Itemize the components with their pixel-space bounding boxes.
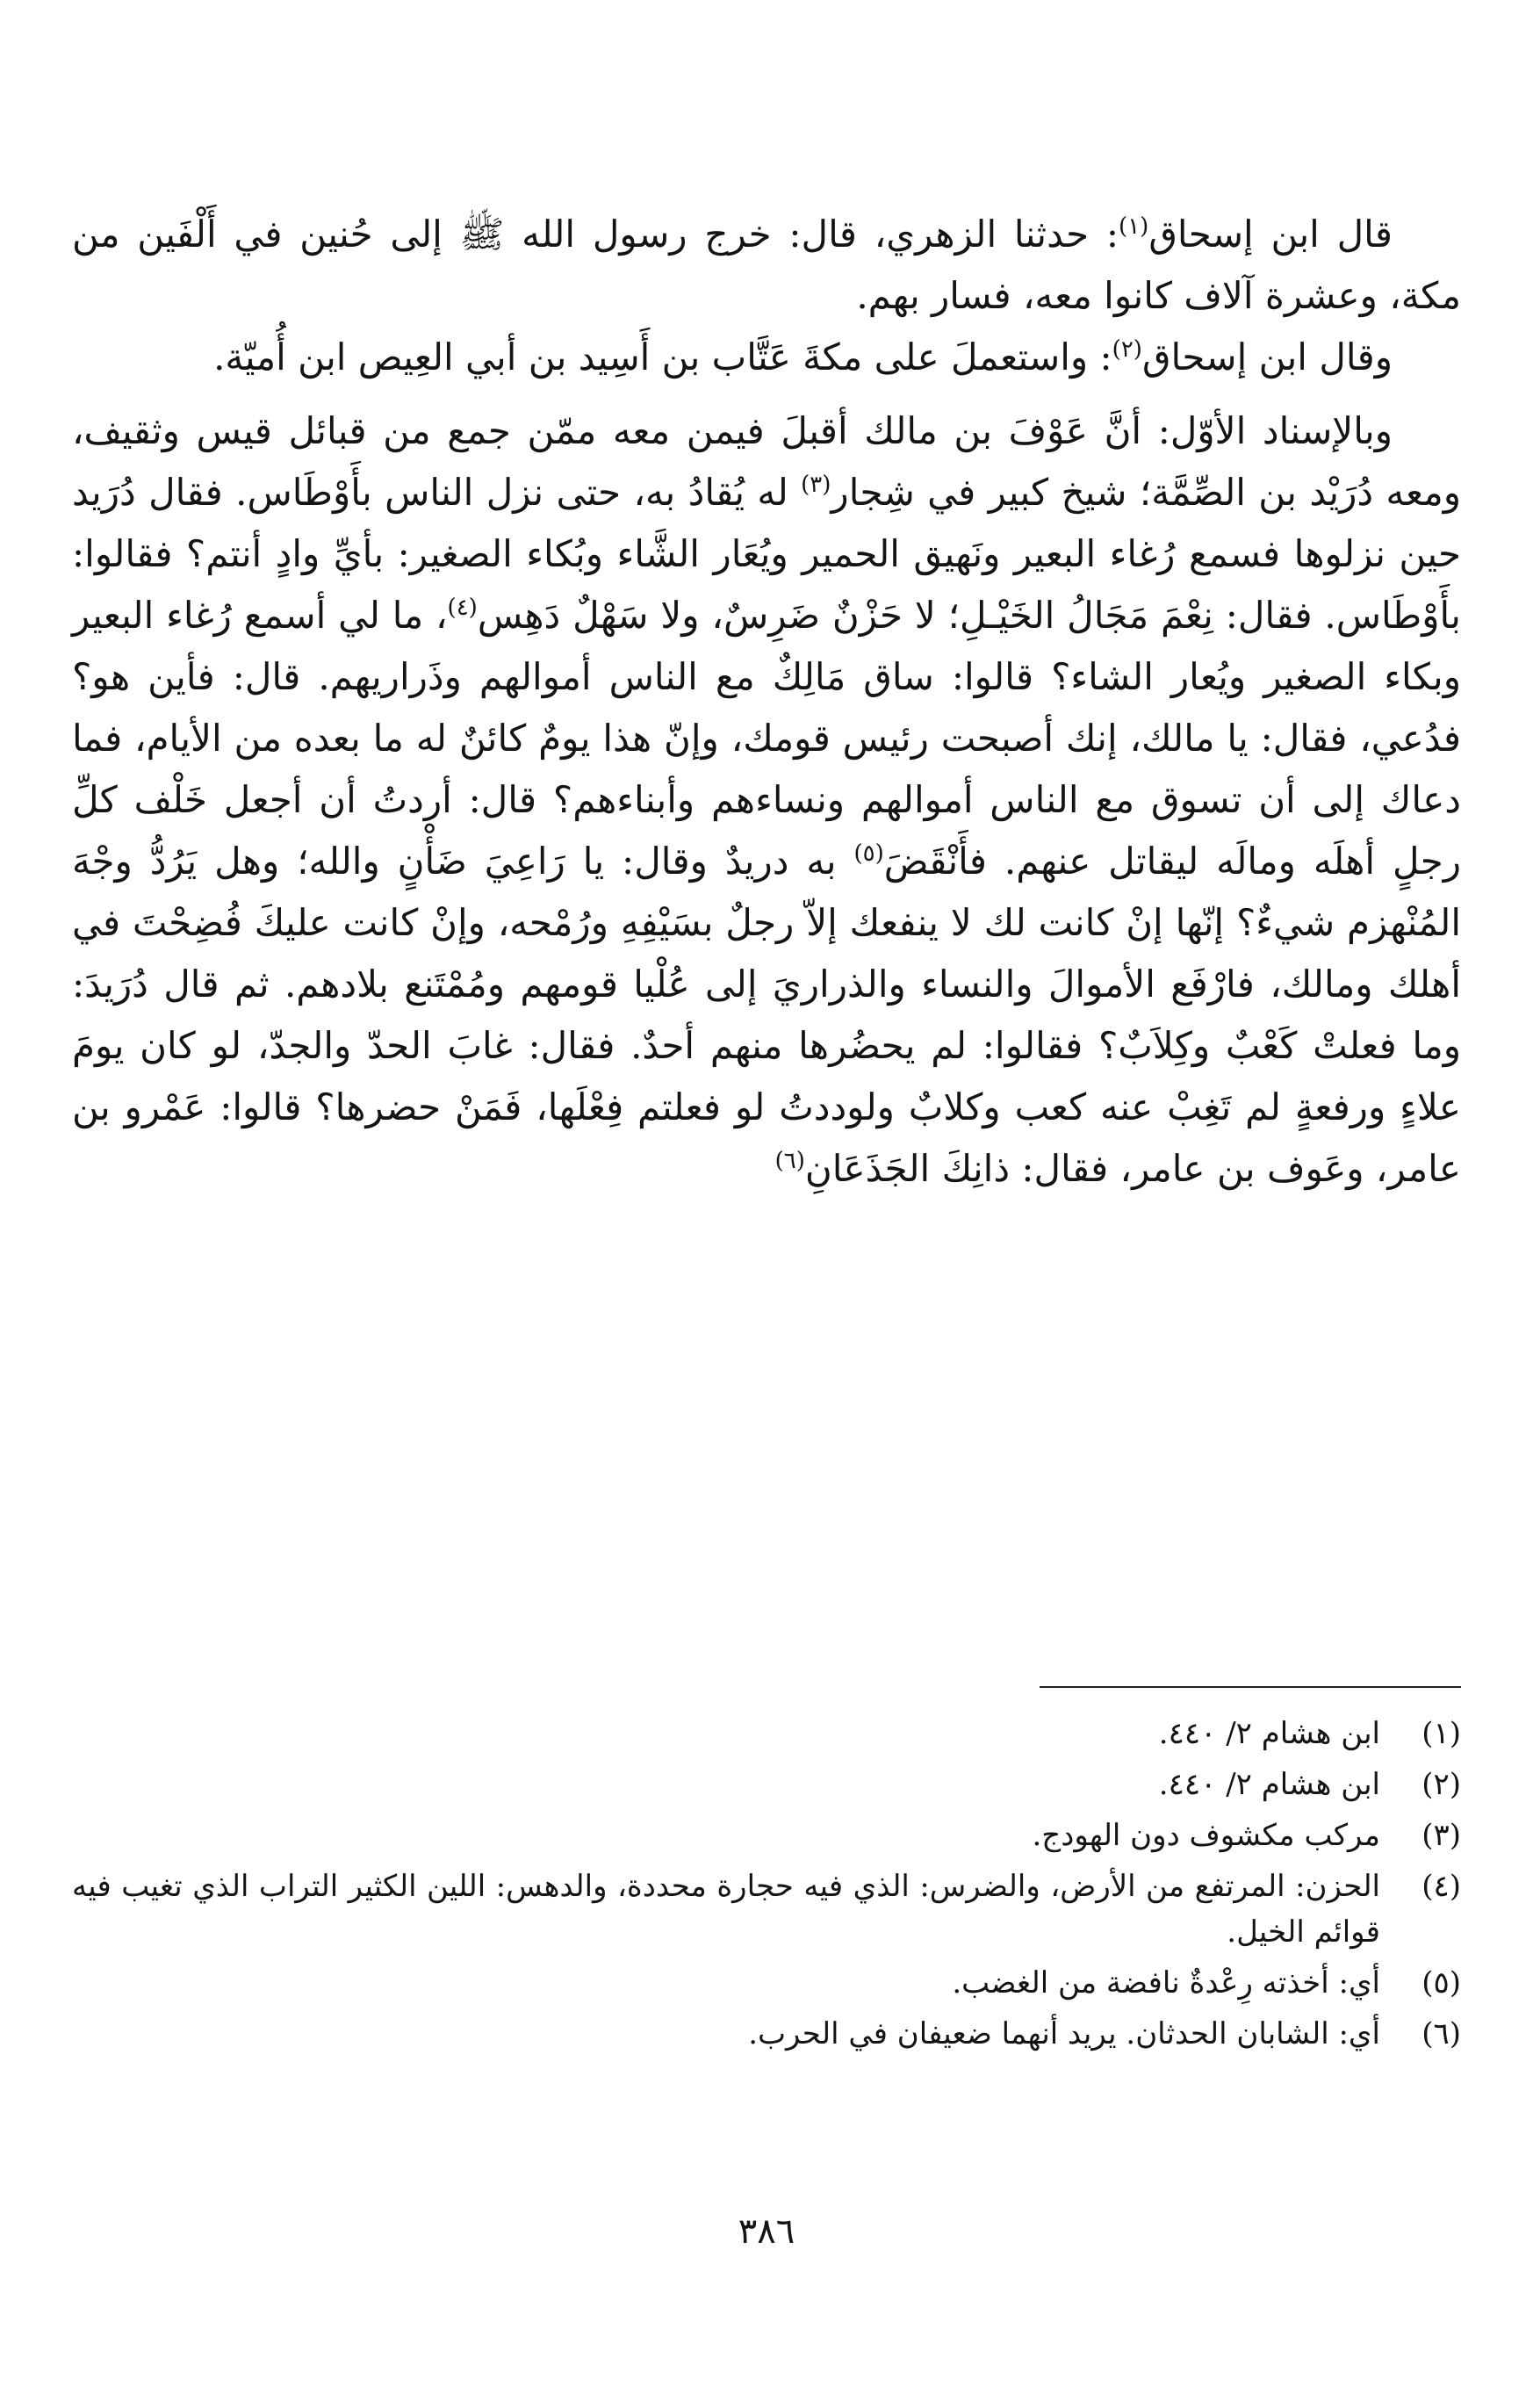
footnote-text: ابن هشام ٢/ ٤٤٠. xyxy=(1158,1767,1380,1802)
paragraph-1 xyxy=(72,204,1461,327)
footnote-number: (٤) xyxy=(1421,1869,1461,1904)
footnote-ref-5: (٥) xyxy=(853,840,884,867)
footnote-6 xyxy=(72,2011,1461,2057)
page-number: ٣٨٦ xyxy=(738,2211,795,2252)
footnote-ref-6: (٦) xyxy=(774,1148,805,1174)
footnote-text: ابن هشام ٢/ ٤٤٠. xyxy=(1158,1716,1380,1751)
footnote-number: (٣) xyxy=(1421,1818,1461,1853)
paragraph-3-part-a: وبالإسناد الأوّل: أنَّ عَوْفَ بن مالك أقبلَ فيمن معه ممّن جمع من قبائل قيس وثقيف، ومعه دُرَيْد بن الصِّمَّة؛ شيخ كبير في شِجار xyxy=(72,409,1461,514)
footnote-4 xyxy=(72,1864,1461,1955)
paragraph-2-rest: : واستعملَ على مكةَ عَتَّاب بن أَسِيد بن أبي العِيص ابن أُميّة. xyxy=(213,335,1112,379)
footnote-text: أي: أخذته رِعْدةٌ نافضة من الغضب. xyxy=(952,1965,1380,2001)
paragraph-2 xyxy=(72,327,1461,388)
footnote-number: (٢) xyxy=(1421,1767,1461,1802)
paragraph-2-start: وقال ابن إسحاق xyxy=(1141,335,1393,379)
main-text xyxy=(72,204,1461,1200)
paragraph-1-start: قال ابن إسحاق xyxy=(1148,213,1393,256)
footnote-number: (١) xyxy=(1421,1716,1461,1751)
footnote-number: (٥) xyxy=(1421,1965,1461,2001)
footnote-ref-3: (٣) xyxy=(801,472,831,498)
paragraph-3-part-c: ، ما لي أسمع رُغاء البعير وبكاء الصغير ويُعار الشاء؟ قالوا: ساق مَالِكٌ مع الناس أموالهم وذَراريهم. قال: فأين هو؟ فدُعي، فقال: يا مالك، إنك أصبحت رئيس قومك، وإنّ هذا يومٌ كائنٌ له ما بعده من الأيام، فما دعاك إلى أن تسوق مع الناس أموالهم ونساءهم وأبناءهم؟ قال: أردتُ أن أجعل خَلْف كلِّ رجلٍ أهلَه ومالَه ليقاتل عنهم. فأَنْقَضَ xyxy=(72,594,1462,883)
footnote-ref-1: (١) xyxy=(1119,213,1149,240)
paragraph-3-part-d: به دريدٌ وقال: يا رَاعِيَ ضَأْنٍ والله؛ وهل يَرُدُّ وجْهَ المُنْهزم شيءٌ؟ إنّها إنْ كانت لك لا ينفعك إلاّ رجلٌ بسَيْفِهِ ورُمْحه، وإنْ كانت عليكَ فُضِحْتَ في أهلك ومالك، فارْفَع الأموالَ والنساء والذراريَ إلى عُلْيا قومهم ومُمْتَنع بلادهم. ثم قال دُرَيدَ: وما فعلتْ كَعْبٌ وكِلاَبٌ؟ فقالوا: لم يحضُرها منهم أحدٌ. فقال: غابَ الحدّ والجدّ، لو كان يومَ علاءٍ ورفعةٍ لم تَغِبْ عنه كعب وكلابٌ ولوددتُ لو فعلتم فِعْلَها، فَمَنْ حضرها؟ قالوا: عَمْرو بن عامر، وعَوف بن عامر، فقال: ذانِكَ الجَذَعَانِ xyxy=(72,840,1461,1190)
footnote-text: الحزن: المرتفع من الأرض، والضرس: الذي فيه حجارة محددة، والدهس: اللين الكثير التراب الذي تغيب فيه قوائم الخيل. xyxy=(72,1869,1380,1950)
footnote-1 xyxy=(72,1711,1461,1756)
footnote-divider xyxy=(1040,1686,1461,1688)
paragraph-3 xyxy=(72,400,1461,1200)
paragraph-1-rest: : حدثنا الزهري، قال: خرج رسول الله ﷺ إلى حُنين في أَلْفَين من مكة، وعشرة آلاف كانوا معه، فسار بهم. xyxy=(72,213,1461,317)
footnote-ref-2: (٢) xyxy=(1112,336,1142,363)
footnote-2 xyxy=(72,1762,1461,1807)
footnote-number: (٦) xyxy=(1421,2016,1461,2051)
footnote-ref-4: (٤) xyxy=(447,595,478,621)
footnote-3 xyxy=(72,1813,1461,1858)
paragraph-3-part-b: له يُقادُ به، حتى نزل الناس بأَوْطَاس. فقال دُرَيد حين نزلوها فسمع رُغاء البعير ونَهيق الحمير ويُعَار الشَّاء وبُكاء الصغير: بأيِّ وادٍ أنتم؟ فقالوا: بأَوْطَاس. فقال: نِعْمَ مَجَالُ الخَيْـلِ؛ لا حَزْنٌ ضَرِسٌ، ولا سَهْلٌ دَهِس xyxy=(72,471,1461,637)
footnotes-section xyxy=(72,1711,1461,2062)
footnote-text: أي: الشابان الحدثان. يريد أنهما ضعيفان في الحرب. xyxy=(748,2016,1380,2051)
footnote-text: مركب مكشوف دون الهودج. xyxy=(1032,1818,1380,1853)
footnote-5 xyxy=(72,1960,1461,2006)
